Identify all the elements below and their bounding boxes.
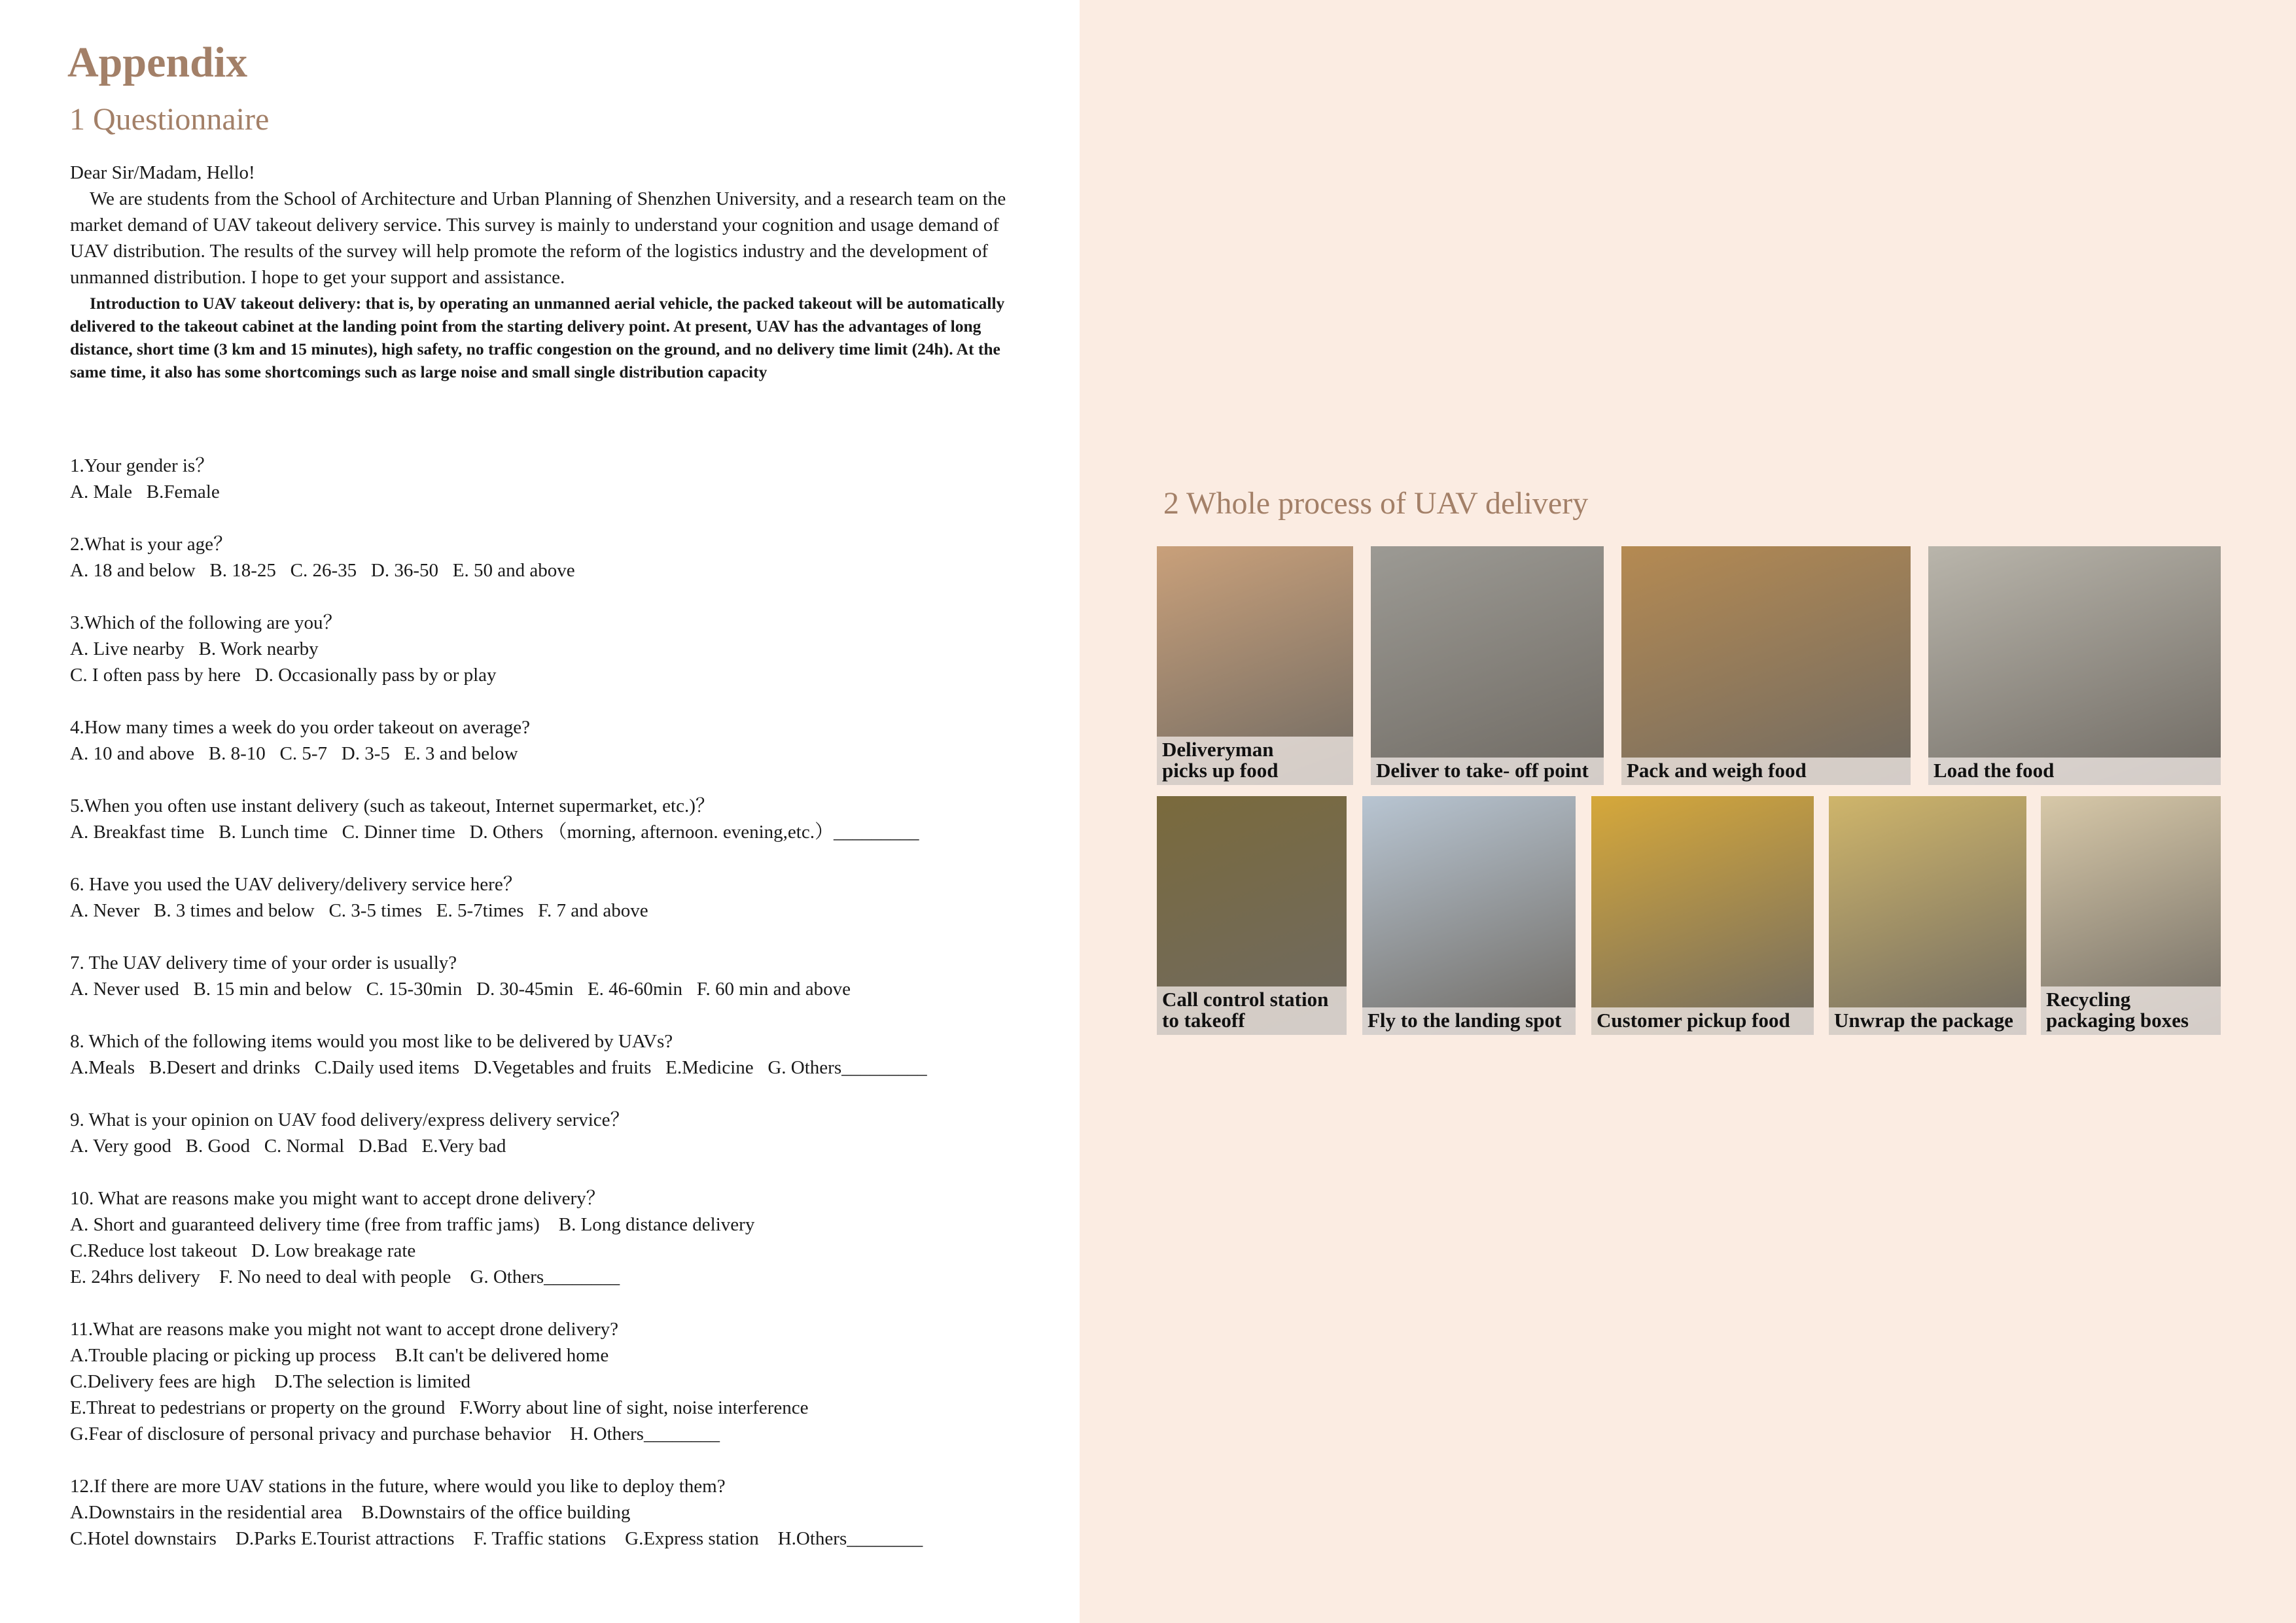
- photo-caption: Customer pickup food: [1591, 1007, 1814, 1035]
- question-block: [70, 453, 1051, 505]
- answer-options: C. I often pass by here D. Occasionally pass by or play: [70, 665, 497, 686]
- answer-options: C.Delivery fees are high D.The selection is limited: [70, 1371, 471, 1392]
- photo-pickup: [1157, 546, 1353, 785]
- question-text: 9. What is your opinion on UAV food delivery/express delivery service？: [70, 1109, 629, 1130]
- question-block: [70, 950, 1051, 1002]
- answer-options: A. Male B.Female: [70, 481, 220, 502]
- greeting: Dear Sir/Madam, Hello!: [70, 162, 255, 183]
- answer-options: E.Threat to pedestrians or property on the ground F.Worry about line of sight, noise interference: [70, 1397, 809, 1418]
- photo-image: [1371, 546, 1604, 785]
- photo-fly: [1362, 796, 1576, 1035]
- question-text: 5.When you often use instant delivery (such as takeout, Internet supermarket, etc.)？: [70, 795, 715, 816]
- answer-options: G.Fear of disclosure of personal privacy and purchase behavior H. Others________: [70, 1423, 720, 1444]
- answer-options: A. Never used B. 15 min and below C. 15-30min D. 30-45min E. 46-60min F. 60 min and above: [70, 979, 851, 1000]
- photo-image: [1829, 796, 2026, 1035]
- photo-deliver: [1371, 546, 1604, 785]
- question-block: [70, 714, 1051, 767]
- appendix-title: Appendix: [67, 39, 248, 86]
- photo-caption: Deliveryman picks up food: [1157, 737, 1353, 785]
- answer-options: E. 24hrs delivery F. No need to deal with people G. Others________: [70, 1266, 620, 1287]
- question-block: [70, 871, 1051, 924]
- photo-unwrap: [1829, 796, 2026, 1035]
- photo-caption: Unwrap the package: [1829, 1007, 2026, 1035]
- answer-options: A. Short and guaranteed delivery time (free from traffic jams) B. Long distance delivery: [70, 1214, 755, 1235]
- question-block: [70, 531, 1051, 584]
- intro-paragraph: We are students from the School of Architecture and Urban Planning of Shenzhen University, and a research team on the market demand of UAV takeout delivery service. This survey is mainly to understand your cognition and usage demand of UAV distribution. The results of the survey will help promote the reform of the logistics industry and the development of unmanned distribution. I hope to get your support and assistance.: [70, 188, 1006, 288]
- photo-caption: Recycling packaging boxes: [2041, 986, 2221, 1035]
- question-block: [70, 1316, 1051, 1447]
- question-block: [70, 1185, 1051, 1290]
- photo-load: [1928, 546, 2221, 785]
- question-block: [70, 1473, 1051, 1552]
- answer-options: A.Meals B.Desert and drinks C.Daily used items D.Vegetables and fruits E.Medicine G. Others_________: [70, 1057, 927, 1078]
- photo-call-control: [1157, 796, 1347, 1035]
- question-text: 11.What are reasons make you might not want to accept drone delivery?: [70, 1319, 619, 1340]
- answer-options: A. Never B. 3 times and below C. 3-5 times E. 5-7times F. 7 and above: [70, 900, 648, 921]
- answer-options: A. Very good B. Good C. Normal D.Bad E.Very bad: [70, 1136, 506, 1157]
- answer-options: A. Live nearby B. Work nearby: [70, 638, 319, 659]
- answer-options: C.Reduce lost takeout D. Low breakage rate: [70, 1240, 416, 1261]
- photo-caption: Fly to the landing spot: [1362, 1007, 1576, 1035]
- question-text: 12.If there are more UAV stations in the future, where would you like to deploy them?: [70, 1476, 726, 1497]
- question-block: [70, 610, 1051, 688]
- photo-customer-pickup: [1591, 796, 1814, 1035]
- photo-image: [1621, 546, 1911, 785]
- question-block: [70, 793, 1051, 845]
- intro-bold-paragraph: Introduction to UAV takeout delivery: that is, by operating an unmanned aerial vehicle, the packed takeout will be automatically delivered to the takeout cabinet at the landing point from the starting delivery point. At present, UAV has the advantages of long distance, short time (3 km and 15 minutes), high safety, no traffic congestion on the ground, and no delivery time limit (24h). At the same time, it also has some shortcomings such as large noise and small single distribution capacity: [70, 294, 1005, 381]
- photo-caption: Call control station to takeoff: [1157, 986, 1347, 1035]
- photo-caption: Deliver to take- off point: [1371, 758, 1604, 785]
- question-text: 10. What are reasons make you might want to accept drone delivery？: [70, 1188, 605, 1209]
- question-text: 7. The UAV delivery time of your order is usually?: [70, 952, 457, 973]
- photo-image: [1928, 546, 2221, 785]
- intro-section: [70, 160, 1025, 383]
- question-text: 1.Your gender is？: [70, 455, 215, 476]
- question-list: [70, 453, 1051, 1578]
- photo-recycling: [2041, 796, 2221, 1035]
- question-text: 3.Which of the following are you？: [70, 612, 342, 633]
- photo-pack: [1621, 546, 1911, 785]
- answer-options: A. Breakfast time B. Lunch time C. Dinner time D. Others （morning, afternoon. evening,etc.）_________: [70, 822, 919, 843]
- questionnaire-title: 1 Questionnaire: [69, 102, 270, 137]
- process-title: 2 Whole process of UAV delivery: [1163, 486, 1589, 521]
- answer-options: A. 18 and below B. 18-25 C. 26-35 D. 36-50 E. 50 and above: [70, 560, 575, 581]
- question-text: 8. Which of the following items would you most like to be delivered by UAVs?: [70, 1031, 673, 1052]
- question-block: [70, 1107, 1051, 1159]
- photo-image: [1362, 796, 1576, 1035]
- answer-options: A. 10 and above B. 8-10 C. 5-7 D. 3-5 E. 3 and below: [70, 743, 518, 764]
- process-page: [1080, 0, 2296, 1623]
- answer-options: A.Trouble placing or picking up process B.It can't be delivered home: [70, 1345, 609, 1366]
- question-block: [70, 1028, 1051, 1081]
- questionnaire-page: [0, 0, 1080, 1623]
- answer-options: A.Downstairs in the residential area B.Downstairs of the office building: [70, 1502, 631, 1523]
- question-text: 6. Have you used the UAV delivery/delivery service here？: [70, 874, 522, 895]
- answer-options: C.Hotel downstairs D.Parks E.Tourist attractions F. Traffic stations G.Express station H.Others________: [70, 1528, 923, 1549]
- photo-caption: Pack and weigh food: [1621, 758, 1911, 785]
- question-text: 4.How many times a week do you order takeout on average?: [70, 717, 531, 738]
- photo-image: [1591, 796, 1814, 1035]
- photo-caption: Load the food: [1928, 758, 2221, 785]
- question-text: 2.What is your age？: [70, 534, 233, 555]
